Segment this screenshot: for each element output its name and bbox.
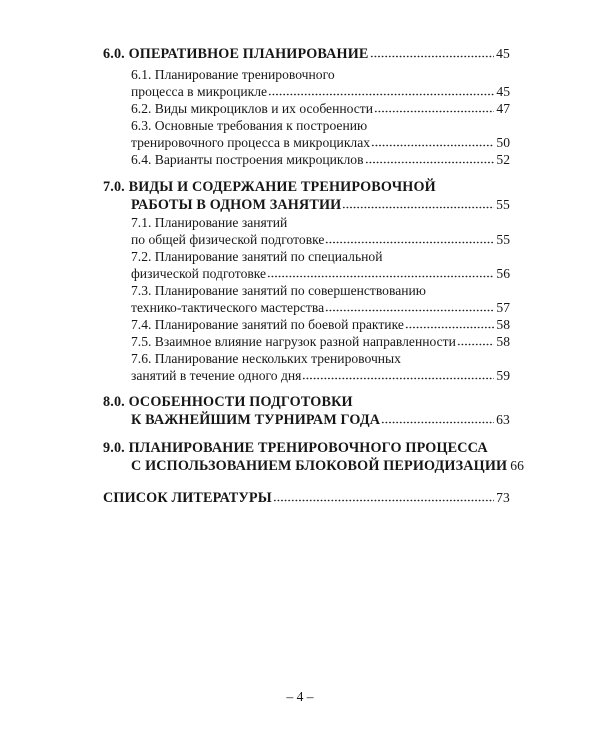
toc-entry-page: 66 (510, 458, 525, 473)
toc-entry[interactable] (131, 151, 510, 168)
toc-entry[interactable] (103, 489, 510, 507)
toc-entry-title: 6.3. Основные требования к построению (131, 118, 368, 133)
toc-entry[interactable] (131, 117, 367, 134)
toc-entry-title: 6.2. Виды микроциклов и их особенности (131, 101, 374, 116)
toc-entry[interactable] (103, 45, 510, 63)
dot-leader (342, 206, 494, 209)
toc-entry-title: 6.4. Варианты построения микроциклов (131, 152, 364, 167)
toc-entry-title: занятий в течение одного дня (131, 368, 302, 383)
dot-leader (381, 421, 494, 424)
toc-entry-title: 8.0. ОСОБЕННОСТИ ПОДГОТОВКИ (103, 394, 353, 410)
toc-entry-page: 55 (496, 197, 510, 212)
toc-entry-page: 59 (496, 368, 510, 383)
toc-entry[interactable] (131, 333, 510, 350)
toc-entry[interactable] (131, 411, 510, 429)
toc-entry-title: 9.0. ПЛАНИРОВАНИЕ ТРЕНИРОВОЧНОГО ПРОЦЕССА (103, 440, 488, 456)
toc-entry-page: 63 (496, 412, 510, 427)
toc-entry-page: 58 (496, 334, 510, 349)
dot-leader (374, 110, 494, 113)
dot-leader (370, 55, 495, 58)
toc-entry-title: 7.3. Планирование занятий по совершенствованию (131, 283, 426, 298)
toc-entry-title: С ИСПОЛЬЗОВАНИЕМ БЛОКОВОЙ ПЕРИОДИЗАЦИИ (131, 458, 508, 474)
page-number: – 4 – (286, 689, 314, 704)
toc-entry-page: 45 (496, 84, 510, 99)
dot-leader (405, 326, 495, 329)
toc-entry-page: 57 (496, 300, 510, 315)
toc-entry-title: 7.6. Планирование нескольких тренировочных (131, 351, 401, 366)
toc-entry-title: 7.0. ВИДЫ И СОДЕРЖАНИЕ ТРЕНИРОВОЧНОЙ (103, 179, 436, 195)
toc-entry-title: 6.1. Планирование тренировочного (131, 67, 335, 82)
toc-entry-title: СПИСОК ЛИТЕРАТУРЫ (103, 490, 272, 506)
toc-entry[interactable] (131, 134, 510, 151)
toc-entry-title: 7.1. Планирование занятий (131, 215, 288, 230)
toc-entry[interactable] (131, 316, 510, 333)
toc-entry[interactable] (131, 299, 510, 316)
toc-entry-title: технико-тактического мастерства (131, 300, 325, 315)
toc-entry[interactable] (131, 350, 401, 367)
toc-entry-title: процесса в микроцикле (131, 84, 268, 99)
toc-entry-page: 73 (496, 490, 510, 505)
dot-leader (302, 377, 494, 380)
dot-leader (371, 144, 494, 147)
toc-entry[interactable] (131, 231, 510, 248)
toc-entry-title: 6.0. ОПЕРАТИВНОЕ ПЛАНИРОВАНИЕ (103, 46, 369, 62)
toc-entry[interactable] (131, 83, 510, 100)
dot-leader (268, 93, 494, 96)
toc-entry[interactable] (103, 394, 353, 411)
dot-leader (273, 499, 494, 502)
toc-entry-page: 45 (496, 46, 510, 61)
toc-entry-title: физической подготовке (131, 266, 267, 281)
dot-leader (365, 161, 495, 164)
toc-entry-page: 58 (496, 317, 510, 332)
toc-entry-title: К ВАЖНЕЙШИМ ТУРНИРАМ ГОДА (131, 412, 381, 428)
toc-entry-page: 47 (496, 101, 510, 116)
toc-entry-page: 52 (496, 152, 510, 167)
toc-entry[interactable] (103, 179, 436, 196)
toc-entry-title: РАБОТЫ В ОДНОМ ЗАНЯТИИ (131, 197, 342, 213)
dot-leader (325, 241, 494, 244)
toc-entry[interactable] (131, 100, 510, 117)
dot-leader (325, 309, 494, 312)
toc-entry[interactable] (131, 457, 525, 475)
toc-entry[interactable] (103, 440, 488, 457)
toc-entry[interactable] (131, 196, 510, 214)
toc-entry-title: 7.5. Взаимное влияние нагрузок разной направленности (131, 334, 456, 349)
toc-entry-page: 56 (496, 266, 510, 281)
toc-entry-title: 7.4. Планирование занятий по боевой практике (131, 317, 404, 332)
toc-entry[interactable] (131, 282, 426, 299)
toc-entry-page: 50 (496, 135, 510, 150)
toc-entry-title: тренировочного процесса в микроциклах (131, 135, 371, 150)
toc-entry[interactable] (131, 265, 510, 282)
toc-entry-title: 7.2. Планирование занятий по специальной (131, 249, 383, 264)
dot-leader (267, 275, 494, 278)
toc-entry-page: 55 (496, 232, 510, 247)
dot-leader (457, 343, 495, 346)
toc-entry-title: по общей физической подготовке (131, 232, 325, 247)
toc-entry[interactable] (131, 66, 335, 83)
toc-entry[interactable] (131, 367, 510, 384)
toc-entry[interactable] (131, 248, 382, 265)
toc-entry[interactable] (131, 214, 287, 231)
